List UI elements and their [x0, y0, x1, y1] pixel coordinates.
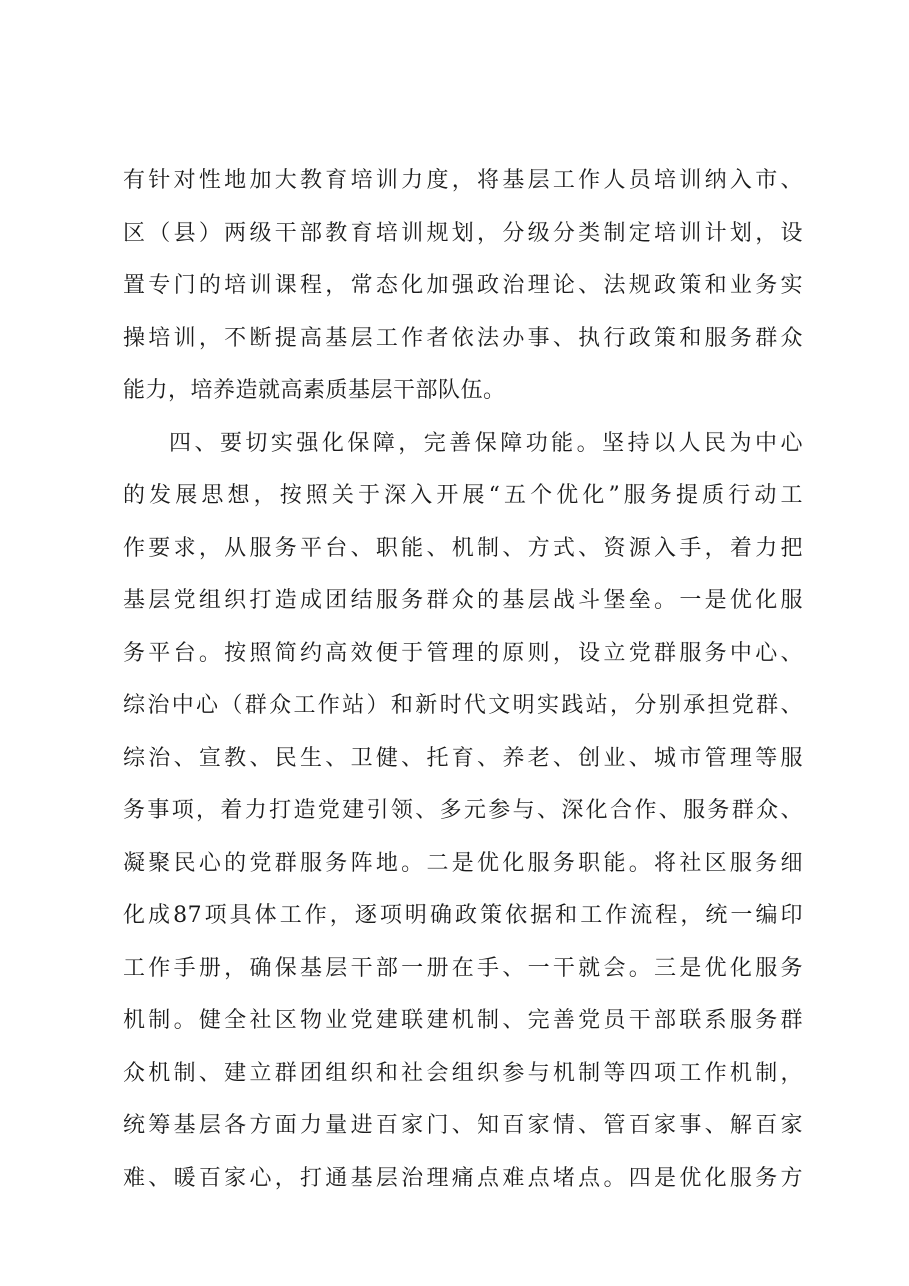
section-heading-line: 四、要切实强化保障，完善保障功能。坚持以人民为中心 [169, 430, 803, 456]
text-line: 置专门的培训课程，常态化加强政治理论、法规政策和业务实 [123, 273, 803, 298]
text-line: 统筹基层各方面力量进百家门、知百家情、管百家事、解百家 [123, 1113, 803, 1138]
text-line: 工作手册，确保基层干部一册在手、一干就会。三是优化服务 [123, 955, 803, 981]
text-line: 有针对性地加大教育培训力度，将基层工作人员培训纳入市、 [123, 168, 803, 193]
text-line: 操培训，不断提高基层工作者依法办事、执行政策和服务群众 [123, 325, 803, 351]
text-line: 能力，培养造就高素质基层干部队伍。 [123, 378, 506, 403]
text-line: 综治中心（群众工作站）和新时代文明实践站，分别承担党群、 [123, 693, 803, 718]
text-line: 凝聚民心的党群服务阵地。二是优化服务职能。将社区服务细 [123, 850, 803, 876]
text-line: 务平台。按照简约高效便于管理的原则，设立党群服务中心、 [123, 640, 803, 666]
text-line: 区（县）两级干部教育培训规划，分级分类制定培训计划，设 [123, 220, 803, 246]
text-line: 综治、宣教、民生、卫健、托育、养老、创业、城市管理等服 [123, 745, 803, 771]
text-line: 务事项，着力打造党建引领、多元参与、深化合作、服务群众、 [123, 798, 803, 823]
text-line: 的发展思想，按照关于深入开展“五个优化”服务提质行动工 [123, 483, 803, 508]
body-text [123, 155, 803, 1205]
text-line: 基层党组织打造成团结服务群众的基层战斗堡垒。一是优化服 [123, 588, 803, 613]
text-line: 机制。健全社区物业党建联建机制、完善党员干部联系服务群 [123, 1008, 803, 1033]
text-line: 难、暖百家心，打通基层治理痛点难点堵点。四是优化服务方 [123, 1165, 803, 1191]
text-line: 作要求，从服务平台、职能、机制、方式、资源入手，着力把 [123, 535, 803, 561]
text-line: 众机制、建立群团组织和社会组织参与机制等四项工作机制， [123, 1060, 803, 1086]
text-line: 化成87项具体工作，逐项明确政策依据和工作流程，统一编印 [123, 903, 803, 928]
